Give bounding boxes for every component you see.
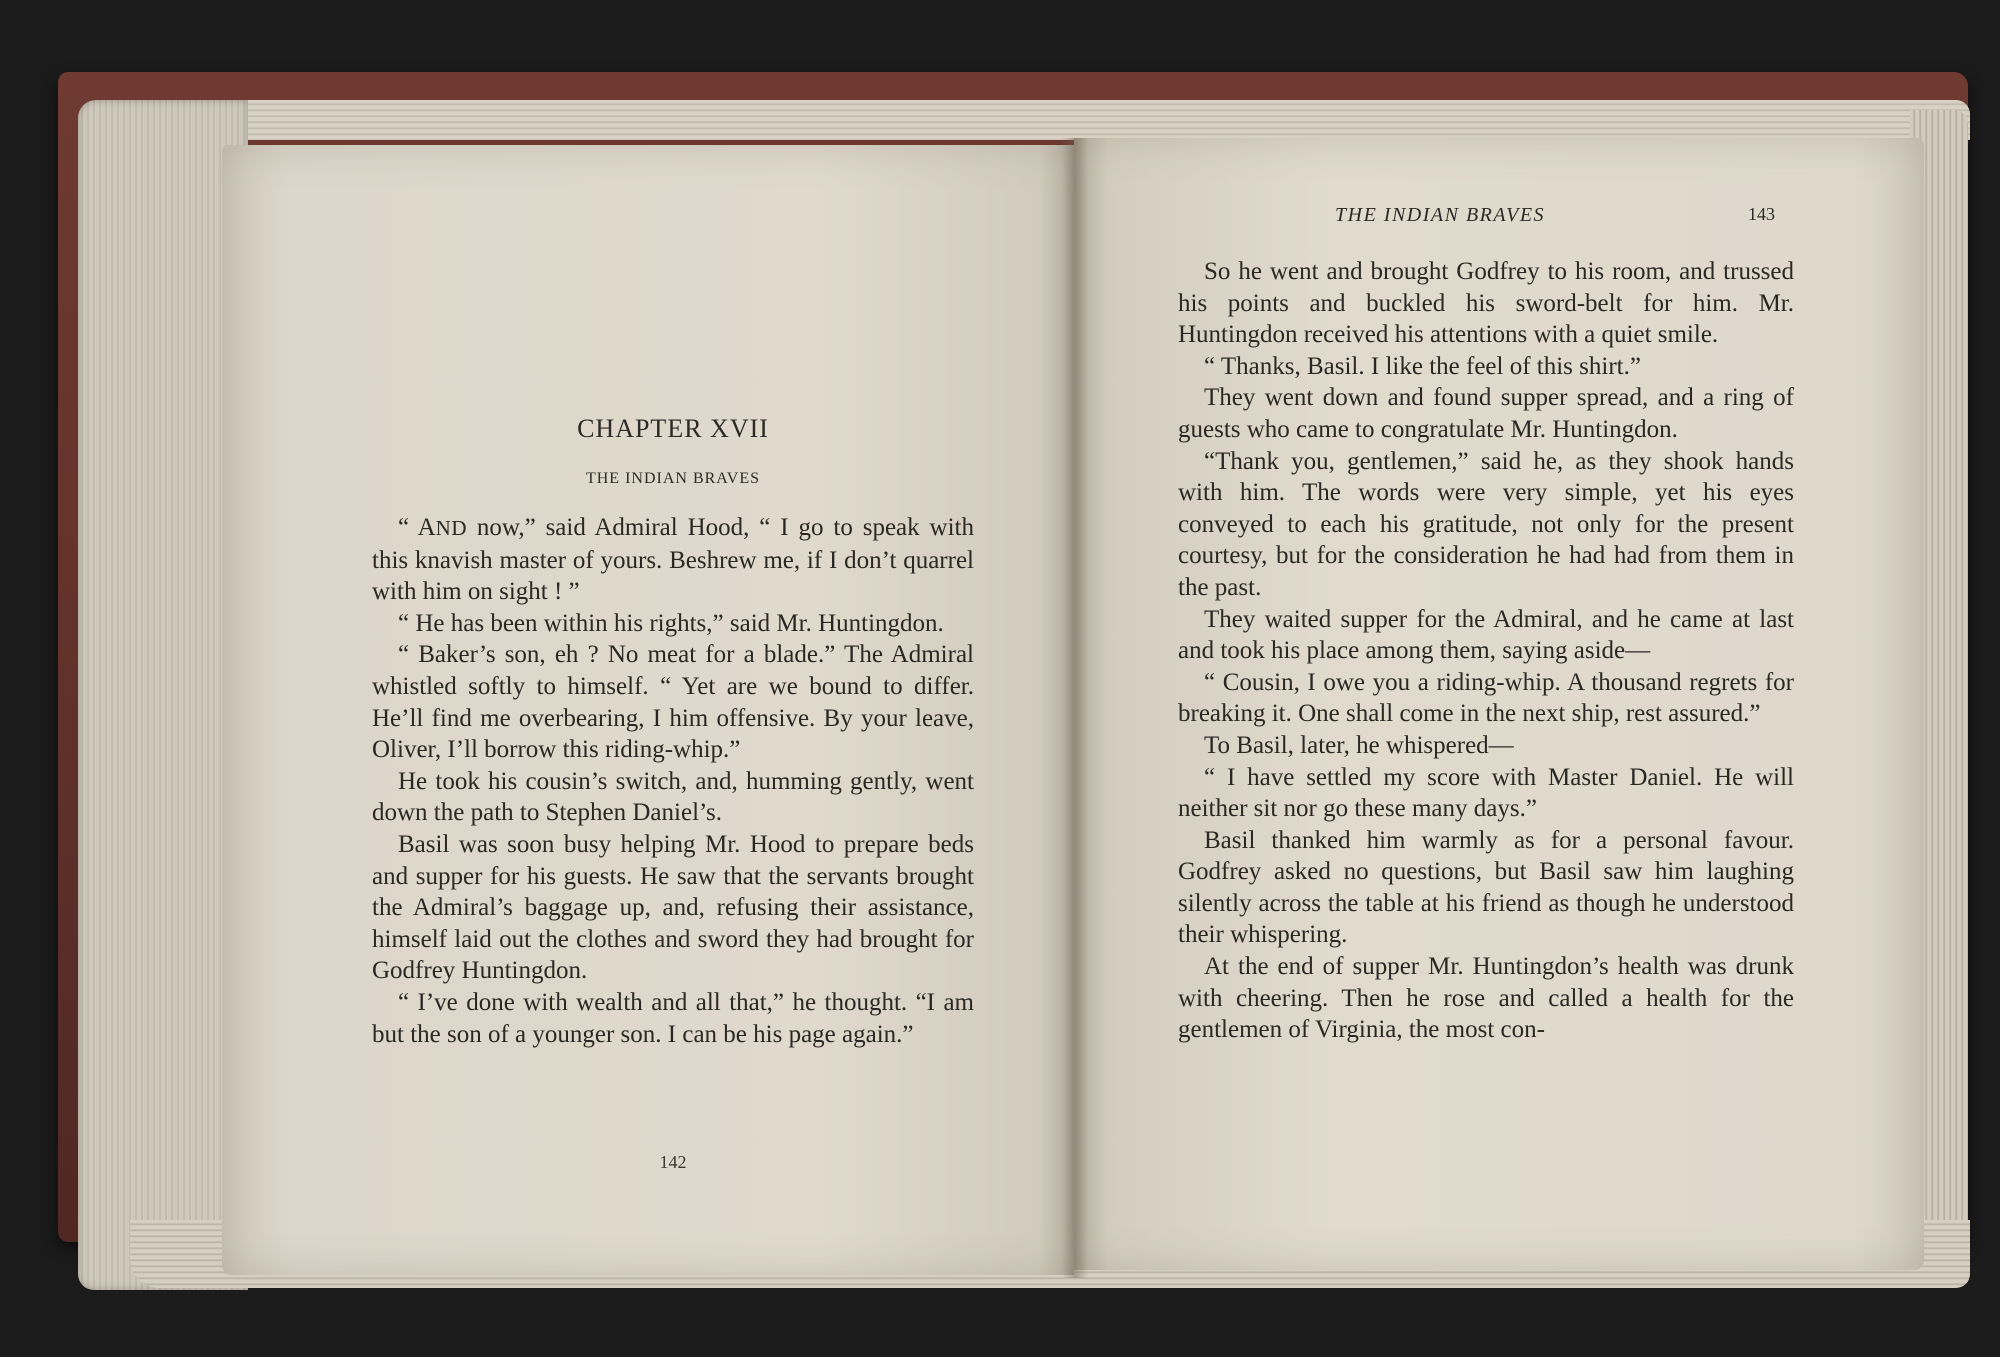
right-page-body [1178,256,1794,1046]
paragraph: So he went and brought Godfrey to his room, and trussed his points and buckled his sword-belt for him. Mr. Huntingdon received his attentions with a quiet smile. [1178,258,1794,349]
paragraph: “ I’ve done with wealth and all that,” he thought. “I am but the son of a younger son. I can be his page again.” [372,988,974,1048]
paragraph: He took his cousin’s switch, and, humming gently, went down the path to Stephen Daniel’s. [372,767,974,827]
opening-quote: “ A [398,514,436,541]
paragraph: They waited supper for the Admiral, and he came at last and took his place among them, saying aside— [1178,605,1794,665]
paragraph: Basil thanked him warmly as for a personal favour. Godfrey asked no questions, but Basil saw him laughing silently across the table at his friend as though he understood their whispering. [1178,826,1794,949]
paragraph: “ Thanks, Basil. I like the feel of this shirt.” [1204,352,1641,380]
book-gutter [1062,138,1088,1278]
chapter-subtitle: THE INDIAN BRAVES [585,470,761,487]
left-page-body [372,512,974,1050]
paragraph: “ I have settled my score with Master Daniel. He will neither sit nor go these many days.” [1178,763,1794,823]
page-edges-top [90,100,1970,140]
paragraph: “ He has been within his rights,” said Mr. Huntingdon. [398,609,944,637]
paragraph [372,512,974,608]
paragraph-text: now,” said Admiral Hood, “ I go to speak with this knavish master of yours. Beshrew me, if I don’t quarrel with him on sight ! ” [372,514,974,606]
paragraph: Basil was soon busy helping Mr. Hood to prepare beds and supper for his guests. He saw that the servants brought the Admiral’s baggage up, and, refusing their assistance, himself laid out the clothes and sword they had brought for Godfrey Huntingdon. [372,830,974,985]
small-caps-text: ND [435,516,468,540]
paragraph: They went down and found supper spread, and a ring of guests who came to congratulate Mr. Huntingdon. [1178,384,1794,443]
paragraph: To Basil, later, he whispered— [1204,731,1514,759]
paragraph: “Thank you, gentlemen,” said he, as they shook hands with him. The words were very simple, yet his eyes conveyed to each his gratitude, not only for the present courtesy, but for the consideration he had had from them in the past. [1178,447,1794,601]
chapter-title: CHAPTER XVII [577,414,769,443]
paragraph: “ Baker’s son, eh ? No meat for a blade.” The Admiral whistled softly to himself. “ Yet are we bound to differ. He’ll find me overbearing, I him offensive. By your leave, Oliver, I’ll borrow this riding-whip.” [372,641,974,764]
page-number-left: 142 [659,1152,687,1172]
page-number-right: 143 [1748,204,1775,224]
paragraph: “ Cousin, I owe you a riding-whip. A thousand regrets for breaking it. One shall come in the next ship, rest assured.” [1178,668,1794,728]
running-head: THE INDIAN BRAVES [1335,204,1546,226]
paragraph: At the end of supper Mr. Huntingdon’s health was drunk with cheering. Then he rose and called a health for the gentlemen of Virginia, the most con- [1178,953,1794,1044]
